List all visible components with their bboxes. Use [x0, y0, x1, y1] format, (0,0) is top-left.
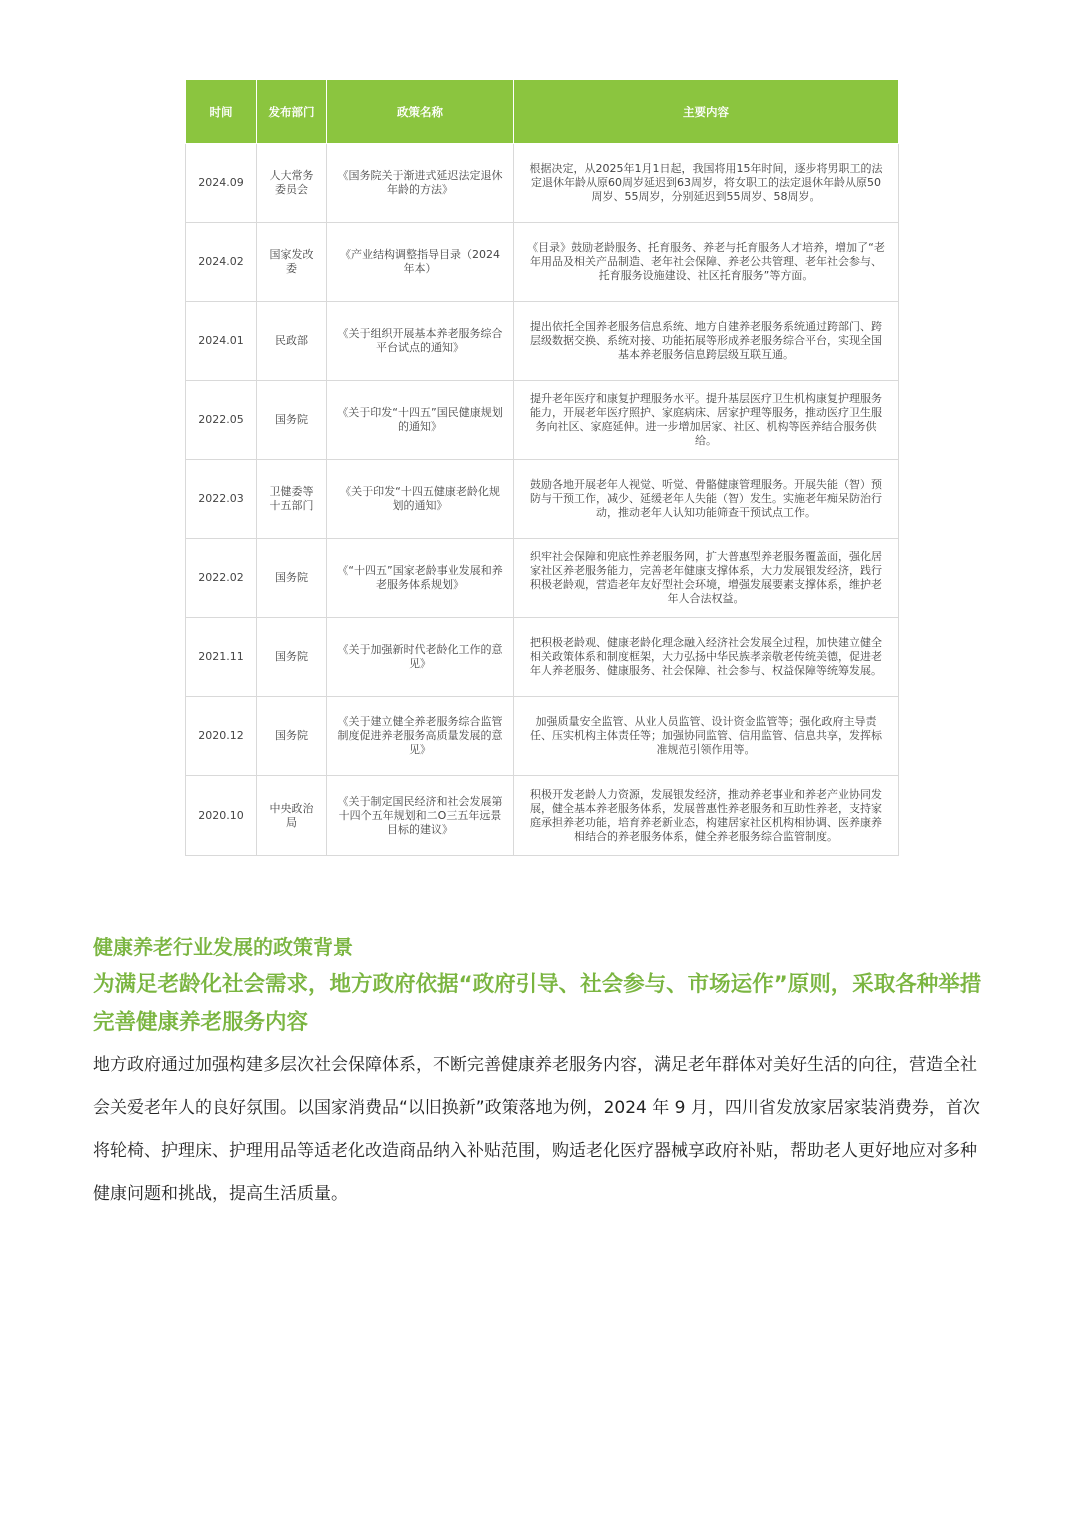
table-row [186, 618, 899, 697]
cell-content: 积极开发老龄人力资源，发展银发经济，推动养老事业和养老产业协同发展，健全基本养老服务体系，发展普惠性养老服务和互助性养老，支持家庭承担养老功能，培育养老新业态，构建居家社区机构相协调、医养康养相结合的养老服务体系，健全养老服务综合监管制度。 [514, 776, 899, 856]
cell-dept: 国务院 [257, 539, 327, 618]
cell-policy: 《国务院关于渐进式延迟法定退休年龄的方法》 [327, 144, 514, 223]
table-row [186, 144, 899, 223]
cell-time: 2024.09 [186, 144, 257, 223]
cell-policy: 《关于加强新时代老龄化工作的意见》 [327, 618, 514, 697]
cell-policy: 《关于组织开展基本养老服务综合平台试点的通知》 [327, 302, 514, 381]
cell-dept: 国家发改委 [257, 223, 327, 302]
cell-content: 把积极老龄观、健康老龄化理念融入经济社会发展全过程，加快建立健全相关政策体系和制度框架，大力弘扬中华民族孝亲敬老传统美德，促进老年人养老服务、健康服务、社会保障、社会参与、权益保障等统筹发展。 [514, 618, 899, 697]
cell-time: 2020.10 [186, 776, 257, 856]
policy-background-section [93, 928, 993, 1216]
table-row [186, 539, 899, 618]
cell-time: 2024.02 [186, 223, 257, 302]
cell-content: 提出依托全国养老服务信息系统、地方自建养老服务系统通过跨部门、跨层级数据交换、系统对接、功能拓展等形成养老服务综合平台，实现全国基本养老服务信息跨层级互联互通。 [514, 302, 899, 381]
cell-time: 2022.05 [186, 381, 257, 460]
table-row [186, 776, 899, 856]
table-row [186, 697, 899, 776]
cell-content: 织牢社会保障和兜底性养老服务网，扩大普惠型养老服务覆盖面，强化居家社区养老服务能力，完善老年健康支撑体系，大力发展银发经济，践行积极老龄观，营造老年友好型社会环境，增强发展要素支撑体系，维护老年人合法权益。 [514, 539, 899, 618]
table-row [186, 223, 899, 302]
cell-time: 2024.01 [186, 302, 257, 381]
cell-content: 加强质量安全监管、从业人员监管、设计资金监管等；强化政府主导责任、压实机构主体责任等；加强协同监管、信用监管、信息共享，发挥标准规范引领作用等。 [514, 697, 899, 776]
cell-policy: 《关于制定国民经济和社会发展第十四个五年规划和二O三五年远景目标的建议》 [327, 776, 514, 856]
cell-content: 《目录》鼓励老龄服务、托育服务、养老与托育服务人才培养，增加了“老年用品及相关产品制造、老年社会保障、养老公共管理、老年社会参与、托育服务设施建设、社区托育服务”等方面。 [514, 223, 899, 302]
table-row [186, 460, 899, 539]
section-subtitle: 健康养老行业发展的政策背景 [93, 935, 353, 959]
header-content: 主要内容 [514, 80, 899, 144]
table-header-row [186, 80, 899, 144]
cell-content: 提升老年医疗和康复护理服务水平。提升基层医疗卫生机构康复护理服务能力，开展老年医疗照护、家庭病床、居家护理等服务，推动医疗卫生服务向社区、家庭延伸。进一步增加居家、社区、机构等医养结合服务供给。 [514, 381, 899, 460]
header-dept: 发布部门 [257, 80, 327, 144]
cell-dept: 国务院 [257, 697, 327, 776]
header-policy: 政策名称 [327, 80, 514, 144]
cell-policy: 《关于印发“十四五健康老龄化规划的通知》 [327, 460, 514, 539]
cell-dept: 民政部 [257, 302, 327, 381]
table-row [186, 302, 899, 381]
cell-policy: 《关于建立健全养老服务综合监管制度促进养老服务高质量发展的意见》 [327, 697, 514, 776]
policy-table [185, 79, 899, 856]
cell-policy: 《关于印发“十四五”国民健康规划的通知》 [327, 381, 514, 460]
table-row [186, 381, 899, 460]
cell-time: 2021.11 [186, 618, 257, 697]
cell-content: 根据决定，从2025年1月1日起，我国将用15年时间，逐步将男职工的法定退休年龄从原60周岁延迟到63周岁，将女职工的法定退休年龄从原50周岁、55周岁，分别延迟到55周岁、58周岁。 [514, 144, 899, 223]
cell-content: 鼓励各地开展老年人视觉、听觉、骨骼健康管理服务。开展失能（智）预防与干预工作，减少、延缓老年人失能（智）发生。实施老年痴呆防治行动，推动老年人认知功能筛查干预试点工作。 [514, 460, 899, 539]
cell-time: 2022.03 [186, 460, 257, 539]
cell-policy: 《“十四五”国家老龄事业发展和养老服务体系规划》 [327, 539, 514, 618]
cell-dept: 人大常务委员会 [257, 144, 327, 223]
cell-dept: 卫健委等十五部门 [257, 460, 327, 539]
section-headline: 为满足老龄化社会需求，地方政府依据“政府引导、社会参与、市场运作”原则，采取各种举措完善健康养老服务内容 [93, 972, 982, 1035]
cell-dept: 中央政治局 [257, 776, 327, 856]
cell-policy: 《产业结构调整指导目录（2024年本） [327, 223, 514, 302]
cell-time: 2020.12 [186, 697, 257, 776]
cell-dept: 国务院 [257, 618, 327, 697]
section-body: 地方政府通过加强构建多层次社会保障体系，不断完善健康养老服务内容，满足老年群体对美好生活的向往，营造全社会关爱老年人的良好氛围。以国家消费品“以旧换新”政策落地为例，2024 年 9 月，四川省发放家居家装消费券，首次将轮椅、护理床、护理用品等适老化改造商品纳入补贴范围，购适老化医疗器械享政府补贴，帮助老人更好地应对多种健康问题和挑战，提高生活质量。 [93, 1055, 980, 1204]
cell-time: 2022.02 [186, 539, 257, 618]
header-time: 时间 [186, 80, 257, 144]
cell-dept: 国务院 [257, 381, 327, 460]
